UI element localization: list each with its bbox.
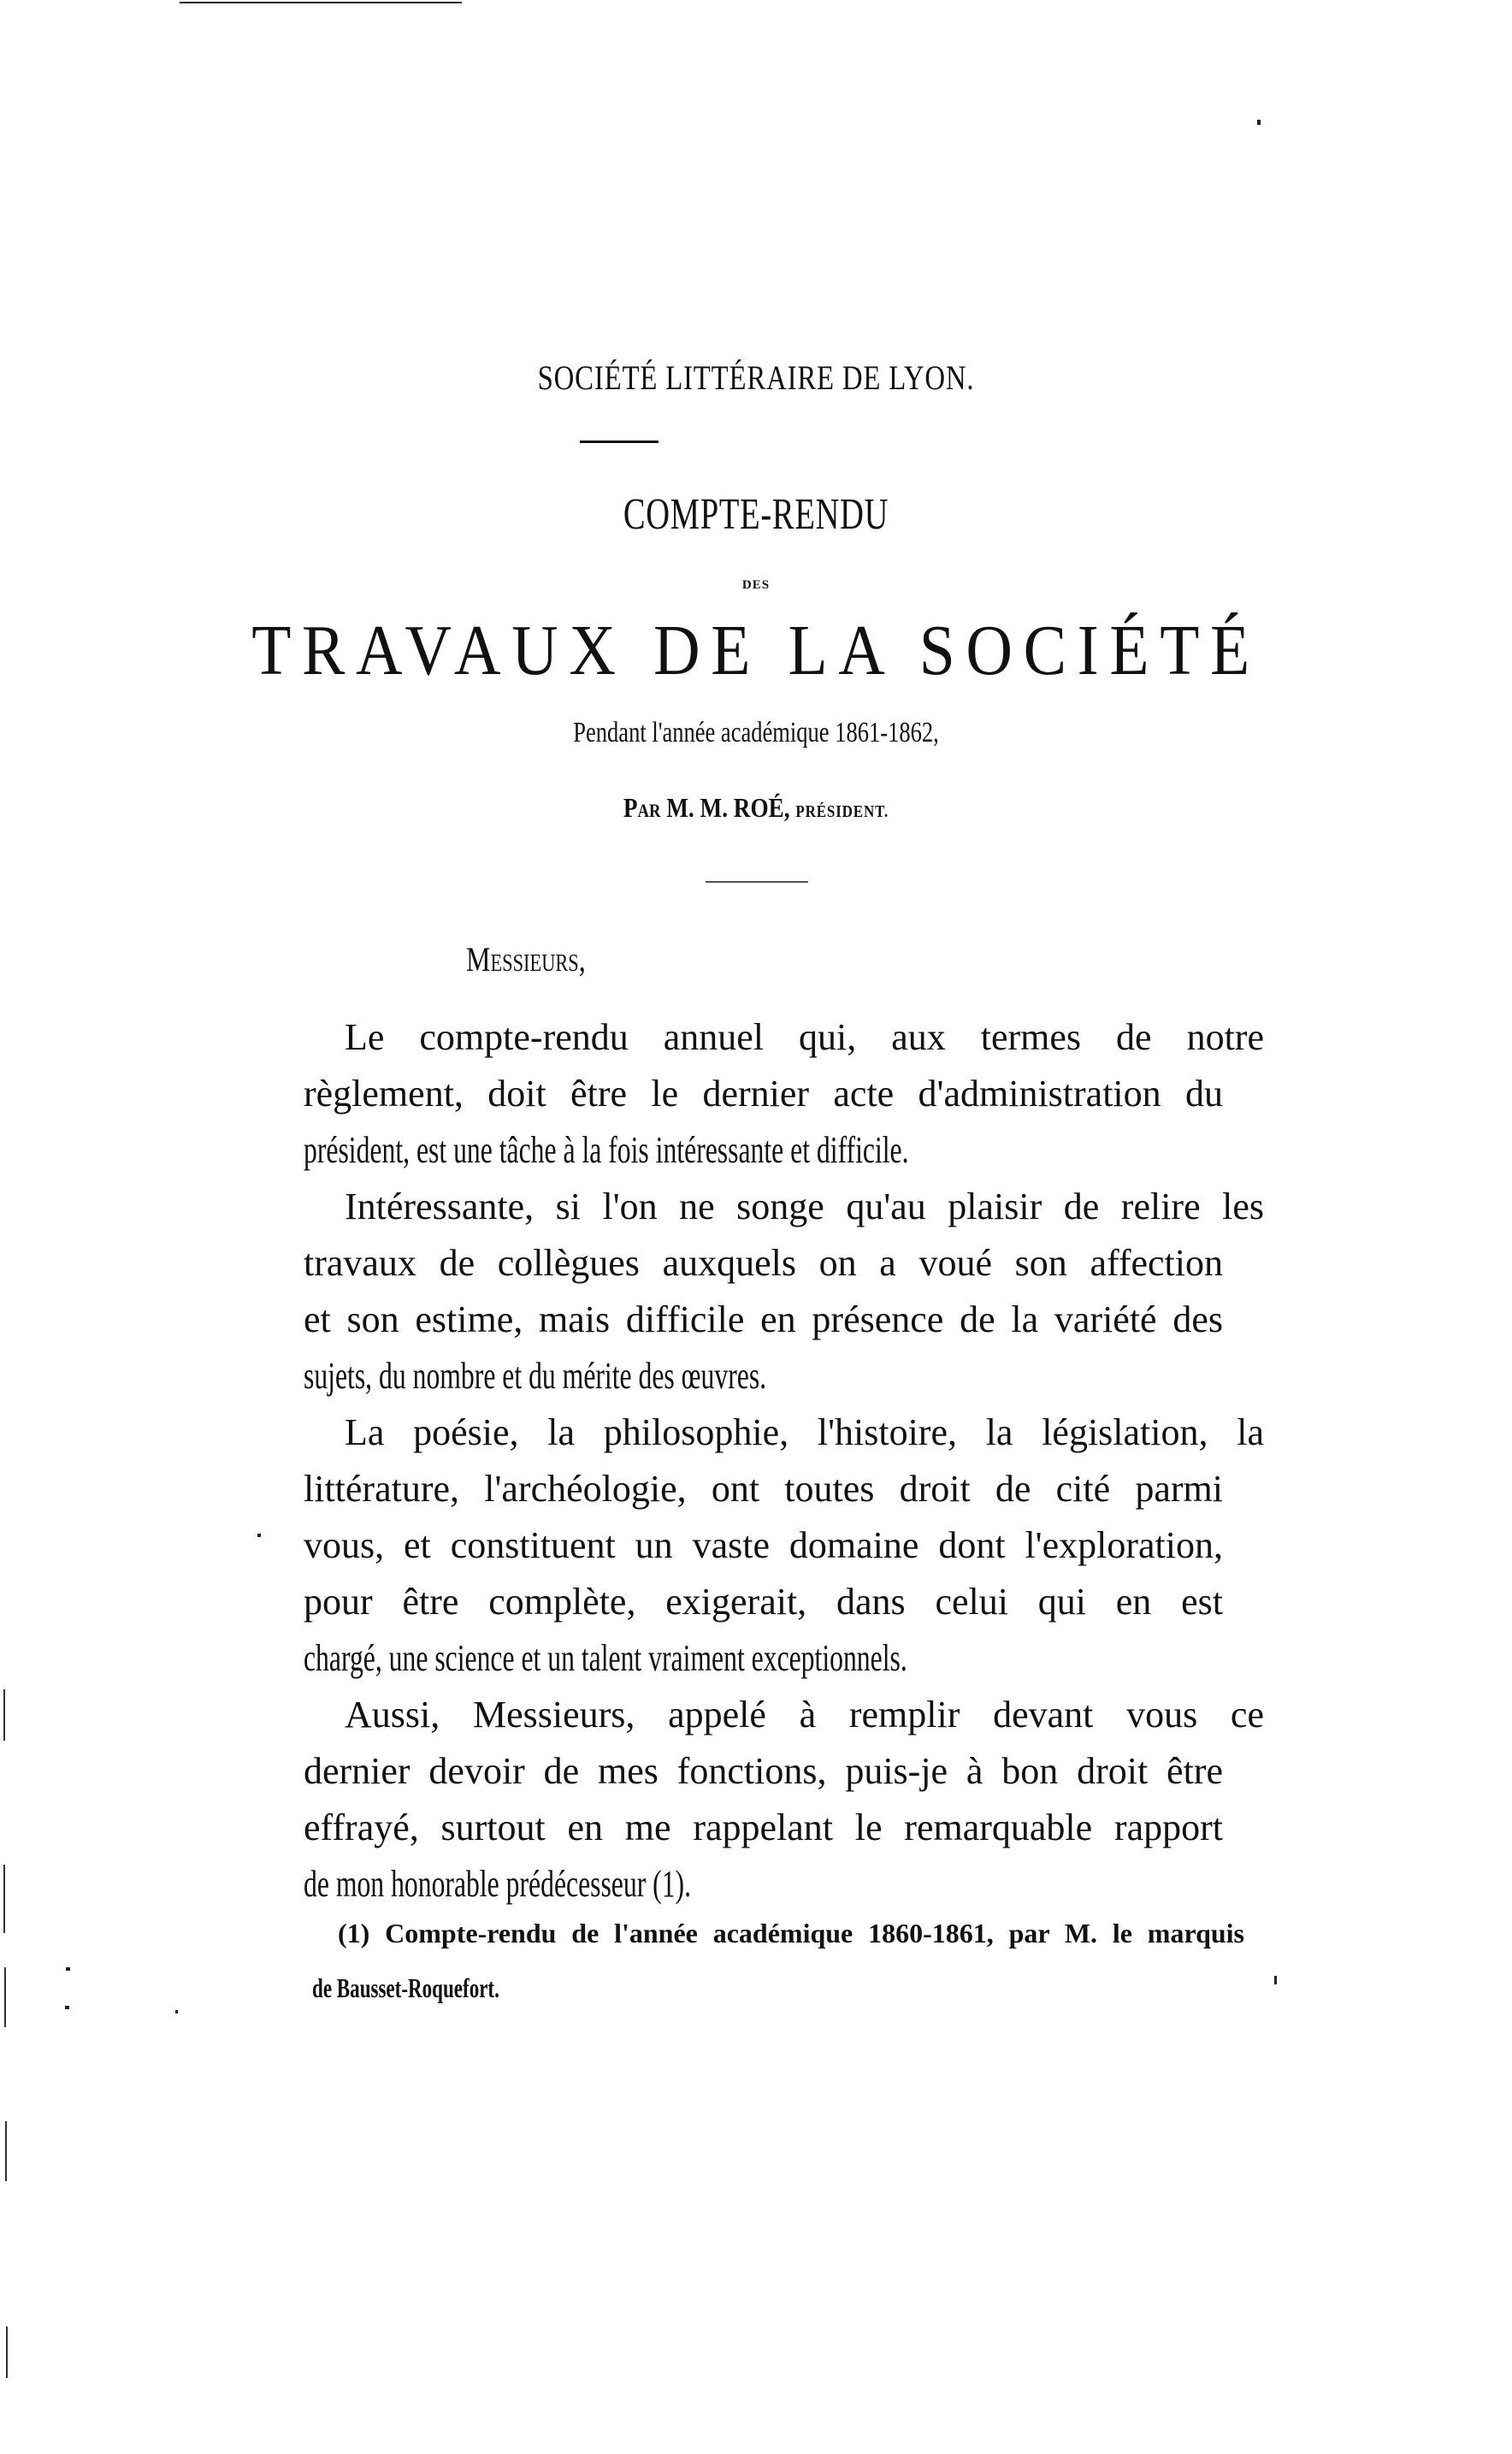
text-line: Intéressante, si l'on ne songe qu'au plaisir de relire les (345, 1186, 1264, 1227)
author-byline (114, 792, 1399, 824)
text-line: de mon honorable prédécesseur (1). (304, 1863, 692, 1905)
scan-margin-mark (5, 2121, 7, 2181)
report-heading: COMPTE-RENDU (623, 490, 889, 539)
divider-rule (580, 441, 659, 443)
text-line: dernier devoir de mes fonctions, puis-je à bon droit être (304, 1750, 1223, 1792)
heading-connector: DES (741, 578, 771, 592)
text-line: chargé, une science et un talent vraiment exceptionnels. (304, 1637, 907, 1679)
scan-speck (175, 2010, 178, 2013)
text-line: règlement, doit être le dernier acte d'administration du (304, 1073, 1223, 1115)
text-line: Aussi, Messieurs, appelé à remplir devant vous ce (345, 1694, 1264, 1736)
scan-margin-mark (3, 1865, 5, 1933)
byline-author-name: M. M. ROÉ, (666, 792, 790, 823)
scan-edge-line (180, 2, 462, 3)
text-line: sujets, du nombre et du mérite des œuvres. (304, 1355, 767, 1397)
byline-role: PRÉSIDENT. (795, 802, 889, 821)
paragraph (304, 1404, 1264, 1687)
society-name: SOCIÉTÉ LITTÉRAIRE DE LYON. (537, 358, 975, 397)
footnote-line: de Bausset-Roquefort. (312, 1972, 499, 2003)
paragraph (304, 1687, 1264, 1913)
salutation (466, 939, 586, 979)
scan-margin-mark (3, 1689, 5, 1741)
text-line: président, est une tâche à la fois intéressante et difficile. (304, 1129, 909, 1171)
footnote-line: (1) Compte-rendu de l'année académique 1860-1861, par M. le marquis (338, 1918, 1244, 1948)
text-line: travaux de collègues auxquels on a voué son affection (304, 1242, 1223, 1284)
paragraph (304, 1179, 1264, 1404)
text-line: vous, et constituent un vaste domaine dont l'exploration, (304, 1524, 1223, 1566)
text-line: effrayé, surtout en me rappelant le remarquable rapport (304, 1806, 1223, 1848)
scan-speck (1257, 120, 1261, 125)
scan-speck (1274, 1976, 1277, 1984)
scan-margin-mark (6, 2327, 8, 2378)
scan-speck (66, 1967, 70, 1971)
scan-speck (65, 2006, 69, 2009)
text-line: et son estime, mais difficile en présence de la variété des (304, 1298, 1223, 1340)
byline-par: Par (623, 792, 661, 823)
text-line: littérature, l'archéologie, ont toutes droit de cité parmi (304, 1468, 1223, 1510)
body-text (304, 1009, 1264, 1913)
salutation-text: Messieurs, (466, 940, 586, 979)
academic-year-subtitle: Pendant l'année académique 1861-1862, (573, 717, 939, 748)
paragraph (304, 1009, 1264, 1179)
page-title: TRAVAUX DE LA SOCIÉTÉ (251, 611, 1261, 690)
scan-speck (257, 1534, 261, 1537)
text-line: Le compte-rendu annuel qui, aux termes de notre (345, 1016, 1264, 1058)
text-line: pour être complète, exigerait, dans celui qui en est (304, 1581, 1223, 1623)
footnote (312, 1906, 1244, 2015)
scan-margin-mark (4, 1967, 6, 2027)
divider-rule-short (706, 881, 808, 883)
text-line: La poésie, la philosophie, l'histoire, la législation, la (345, 1411, 1264, 1453)
